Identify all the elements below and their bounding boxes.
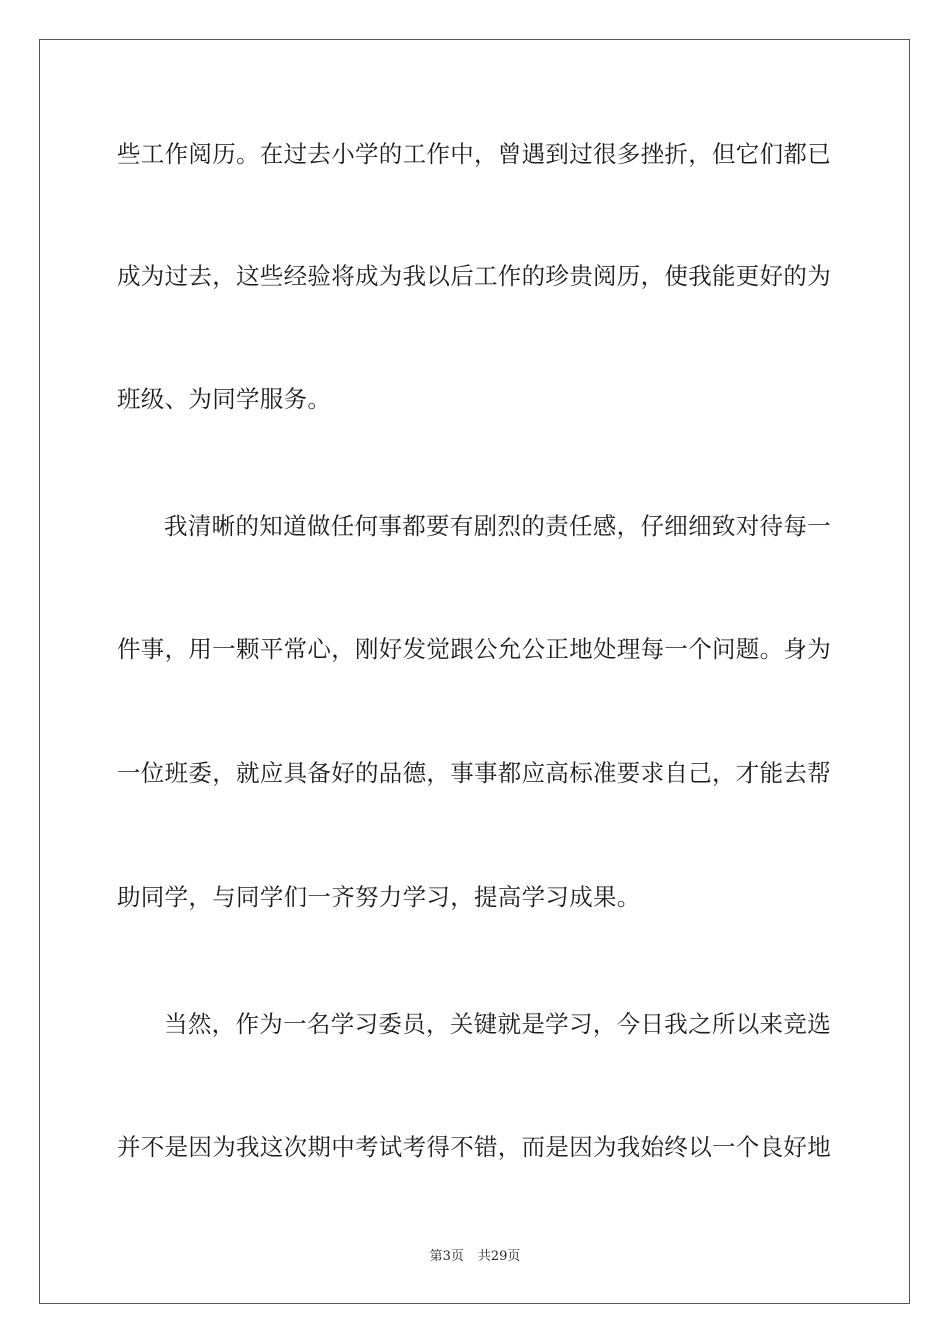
page-number: 第3页 — [429, 1249, 464, 1264]
body-text-line: 成为过去，这些经验将成为我以后工作的珍贵阅历，使我能更好的为 — [117, 262, 831, 290]
body-text-line: 件事，用一颗平常心，刚好发觉跟公允公正地处理每一个问题。身为 — [117, 635, 831, 663]
page-border — [39, 39, 910, 1304]
body-text-line: 一位班委，就应具备好的品德，事事都应高标准要求自己，才能去帮 — [117, 759, 831, 787]
page-total: 共29页 — [477, 1249, 521, 1264]
body-text-line: 我清晰的知道做任何事都要有剧烈的责任感，仔细细致对待每一 — [164, 512, 831, 540]
body-text-line: 当然，作为一名学习委员，关键就是学习，今日我之所以来竞选 — [164, 1010, 831, 1038]
body-text-line: 并不是因为我这次期中考试考得不错，而是因为我始终以一个良好地 — [117, 1133, 831, 1161]
page-footer — [0, 1248, 950, 1266]
body-text-line: 班级、为同学服务。 — [117, 385, 332, 413]
body-text-line: 些工作阅历。在过去小学的工作中，曾遇到过很多挫折，但它们都已 — [117, 140, 831, 168]
body-text-line: 助同学，与同学们一齐努力学习，提高学习成果。 — [117, 883, 641, 911]
